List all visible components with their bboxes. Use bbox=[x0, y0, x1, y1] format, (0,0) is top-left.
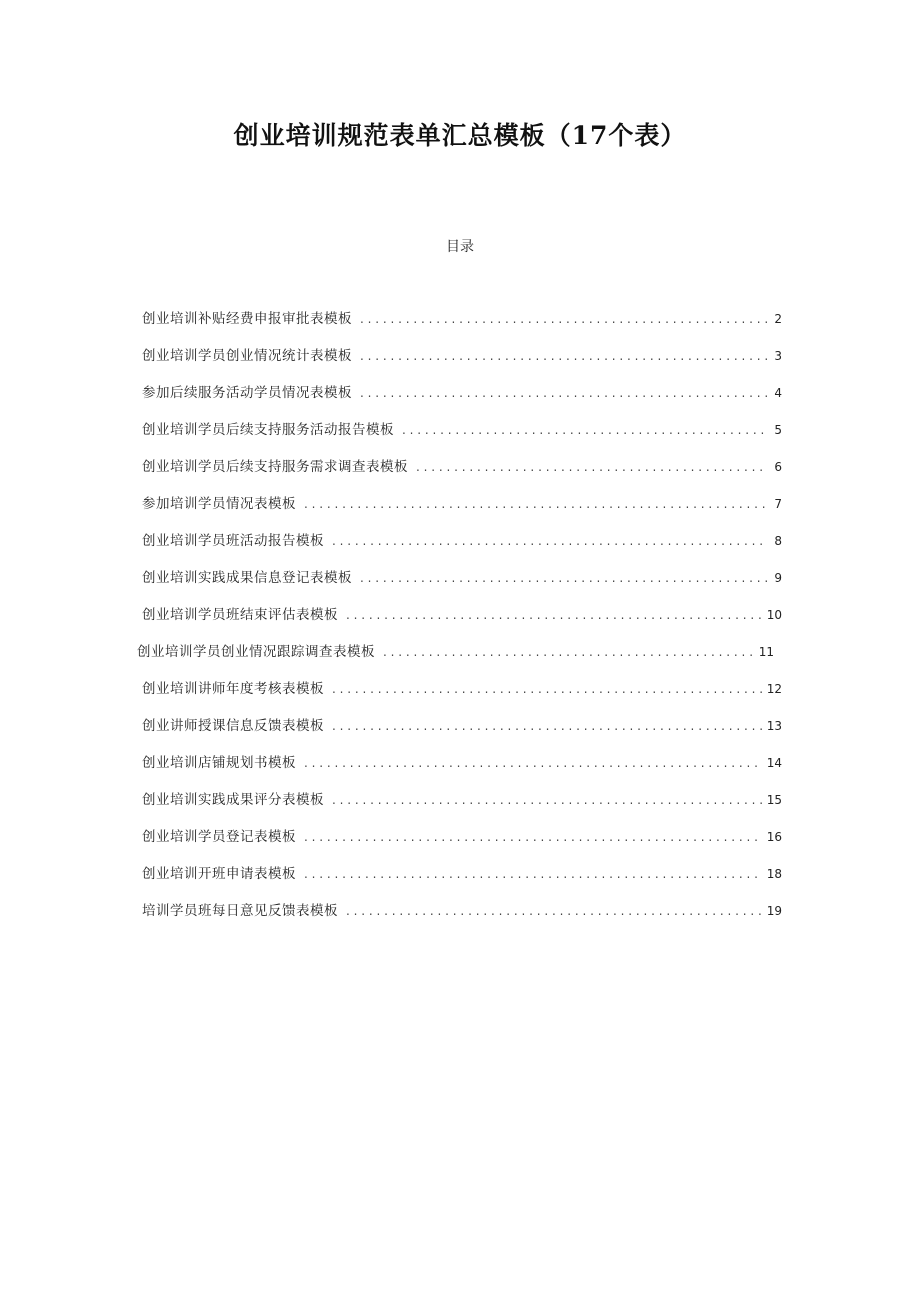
toc-entry[interactable] bbox=[142, 714, 782, 751]
toc-entry-title: 创业培训实践成果评分表模板 bbox=[142, 792, 324, 808]
document-title: 创业培训规范表单汇总模板（17个表） bbox=[233, 121, 687, 150]
toc-entry[interactable] bbox=[142, 899, 782, 936]
toc-entry-page: 16 bbox=[766, 830, 782, 844]
toc-entry-title: 创业讲师授课信息反馈表模板 bbox=[142, 718, 324, 734]
toc-entry-title: 创业培训学员班活动报告模板 bbox=[142, 533, 324, 549]
toc-entry-title: 创业培训学员创业情况跟踪调查表模板 bbox=[137, 644, 375, 660]
toc-entry[interactable] bbox=[142, 603, 782, 640]
toc-entry-page: 6 bbox=[774, 460, 782, 474]
toc-entry-title: 创业培训实践成果信息登记表模板 bbox=[142, 570, 352, 586]
toc-entry[interactable] bbox=[142, 492, 782, 529]
toc-entry-page: 11 bbox=[758, 645, 774, 659]
toc-entry-page: 13 bbox=[766, 719, 782, 733]
toc-entry-page: 2 bbox=[774, 312, 782, 326]
toc-entry-title: 参加培训学员情况表模板 bbox=[142, 496, 296, 512]
toc-entry-title: 创业培训店铺规划书模板 bbox=[142, 755, 296, 771]
toc-dot-leader bbox=[383, 645, 755, 659]
toc-entry-title: 参加后续服务活动学员情况表模板 bbox=[142, 385, 352, 401]
toc-entry-page: 15 bbox=[766, 793, 782, 807]
toc-dot-leader bbox=[332, 793, 763, 807]
table-of-contents bbox=[137, 307, 782, 936]
toc-dot-leader bbox=[360, 349, 768, 363]
toc-entry-page: 12 bbox=[766, 682, 782, 696]
toc-entry[interactable] bbox=[142, 825, 782, 862]
toc-entry[interactable] bbox=[142, 381, 782, 418]
toc-dot-leader bbox=[416, 460, 768, 474]
toc-entry-page: 14 bbox=[766, 756, 782, 770]
toc-entry[interactable] bbox=[142, 677, 782, 714]
toc-dot-leader bbox=[360, 386, 768, 400]
toc-entry-page: 9 bbox=[774, 571, 782, 585]
toc-entry[interactable] bbox=[142, 751, 782, 788]
toc-entry-page: 4 bbox=[774, 386, 782, 400]
toc-entry[interactable] bbox=[142, 566, 782, 603]
toc-entry-title: 创业培训补贴经费申报审批表模板 bbox=[142, 311, 352, 327]
toc-entry[interactable] bbox=[142, 862, 782, 899]
toc-entry[interactable] bbox=[142, 344, 782, 381]
toc-entry-page: 19 bbox=[766, 904, 782, 918]
toc-dot-leader bbox=[402, 423, 768, 437]
toc-entry-page: 5 bbox=[774, 423, 782, 437]
toc-entry-title: 创业培训开班申请表模板 bbox=[142, 866, 296, 882]
toc-entry[interactable] bbox=[142, 418, 782, 455]
toc-entry-page: 8 bbox=[774, 534, 782, 548]
toc-entry-page: 7 bbox=[774, 497, 782, 511]
toc-dot-leader bbox=[332, 719, 763, 733]
toc-dot-leader bbox=[346, 608, 763, 622]
toc-entry[interactable] bbox=[142, 529, 782, 566]
toc-entry-title: 创业培训学员创业情况统计表模板 bbox=[142, 348, 352, 364]
toc-dot-leader bbox=[304, 497, 768, 511]
toc-entry[interactable] bbox=[137, 640, 774, 677]
toc-dot-leader bbox=[360, 571, 768, 585]
toc-entry-title: 创业培训学员登记表模板 bbox=[142, 829, 296, 845]
toc-entry-title: 创业培训讲师年度考核表模板 bbox=[142, 681, 324, 697]
toc-entry[interactable] bbox=[142, 307, 782, 344]
toc-dot-leader bbox=[304, 867, 763, 881]
toc-dot-leader bbox=[332, 534, 768, 548]
toc-dot-leader bbox=[304, 830, 763, 844]
toc-entry[interactable] bbox=[142, 788, 782, 825]
toc-heading: 目录 bbox=[446, 239, 474, 255]
toc-entry-title: 创业培训学员后续支持服务需求调查表模板 bbox=[142, 459, 408, 475]
toc-dot-leader bbox=[304, 756, 763, 770]
toc-dot-leader bbox=[332, 682, 763, 696]
toc-entry-page: 3 bbox=[774, 349, 782, 363]
toc-entry-title: 培训学员班每日意见反馈表模板 bbox=[142, 903, 338, 919]
toc-entry[interactable] bbox=[142, 455, 782, 492]
toc-entry-title: 创业培训学员班结束评估表模板 bbox=[142, 607, 338, 623]
toc-entry-title: 创业培训学员后续支持服务活动报告模板 bbox=[142, 422, 394, 438]
toc-entry-page: 10 bbox=[766, 608, 782, 622]
toc-dot-leader bbox=[360, 312, 768, 326]
toc-entry-page: 18 bbox=[766, 867, 782, 881]
toc-dot-leader bbox=[346, 904, 763, 918]
